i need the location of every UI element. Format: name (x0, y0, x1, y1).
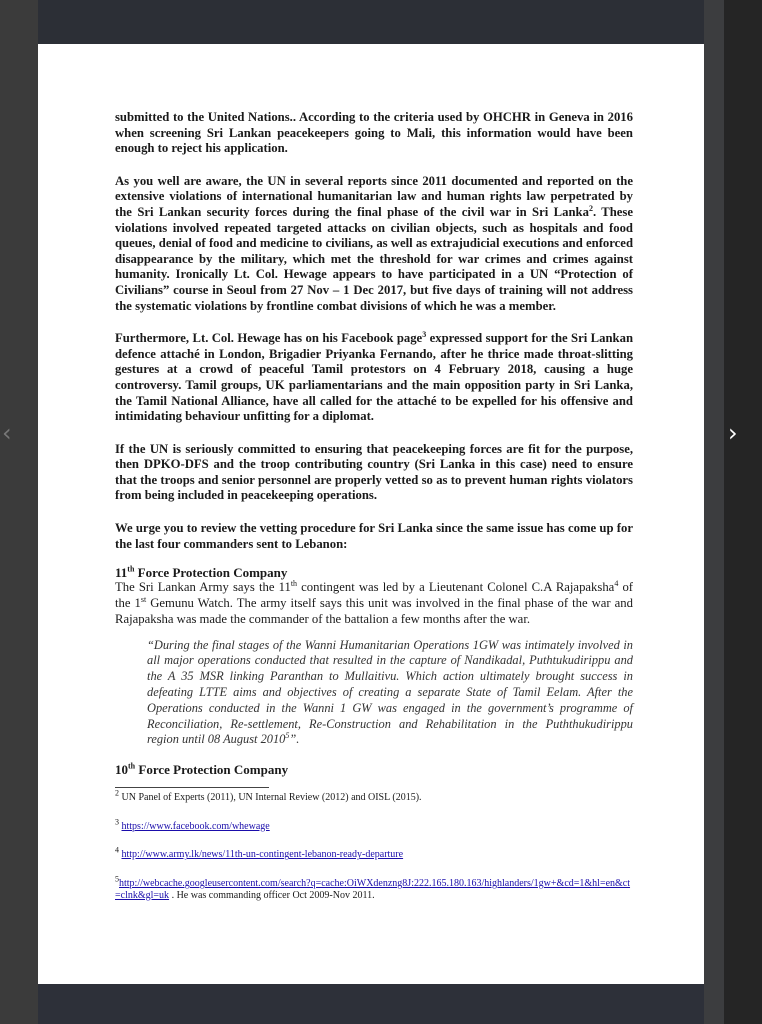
paragraph-3-text-b: expressed support for the Sri Lankan defence attaché in London, Brigadier Priyanka Fernando, after he thrice made throat-slitting gestures at a crowd of peaceful Tamil protestors on 4 February 2018, causing a huge controversy. Tamil groups, UK parliamentarians and the main opposition party in Sri Lanka, the Tamil National Alliance, have all called for the attaché to be expelled for his offensive and intimidating behaviour unfitting for a diplomat. (115, 331, 633, 424)
footnote-separator (115, 787, 269, 788)
p6-text-b: contingent was led by a Lieutenant Colonel C.A Rajapaksha (297, 580, 615, 595)
footnote-3 (115, 817, 633, 833)
viewer-right-edge (704, 0, 724, 1024)
footnote-2-marker: 2 (115, 788, 119, 798)
heading-10-number: 10 (115, 762, 128, 778)
paragraph-2-text-a: As you well are aware, the UN in several reports since 2011 documented and reported on the extensive violations of international humanitarian law and human rights law perpetrated by the Sri Lankan security forces during the final phase of the civil war in Sri Lanka (115, 173, 633, 219)
p6-text-a: The Sri Lankan Army says the 11 (115, 580, 291, 595)
heading-10-suffix: th (128, 761, 136, 771)
footnote-4-link[interactable]: http://www.army.lk/news/11th-un-contingent-lebanon-ready-departure (121, 849, 404, 861)
footnote-5-link[interactable]: http://webcache.googleusercontent.com/search?q=cache:OiWXdenzng8J:222.165.180.163/highlanders/1gw+&cd=1&hl=en&ct=clnk&gl=uk (115, 878, 631, 901)
heading-11th-force-protection (115, 565, 633, 580)
footnote-4 (115, 846, 633, 861)
footnote-ref-2[interactable]: 2 (588, 203, 593, 213)
p6-sup-th: th (290, 579, 298, 589)
footnote-3-link[interactable]: https://www.facebook.com/whewage (121, 820, 270, 832)
heading-11-number: 11 (115, 565, 128, 581)
footnote-5-marker: 5 (115, 874, 119, 884)
paragraph-2-text-b: . These violations involved repeated targeted attacks on civilian objects, such as hospitals and food queues, denial of food and medicine to civilians, as well as extrajudicial executions and enforced disappearance by the military, which met the threshold for war crimes and crimes against humanity. Ironically Lt. Col. Hewage appears to have participated in a UN “Protection of Civilians” course in Seoul from 27 Nov – 1 Dec 2017, but five days of training will not address the systematic violations by frontline combat divisions of which he was a member. (115, 204, 634, 313)
footnote-3-marker: 3 (115, 817, 119, 827)
quote-text-a: “During the final stages of the Wanni Humanitarian Operations 1GW was intimately involved in all major operations conducted that resulted in the capture of Nandikadal, Puthtukudirippu and the A 35 MSR linking Paranthan to Mullaitivu. Which action ultimately brought success in defeating LTTE aims and objectives of creating a separate State of Tamil Eelam. After the Operations conducted in the Wanni 1 GW was engaged in the government’s programme of Reconciliation, Re-settlement, Re-Construction and Rehabilitation in the Puththukudirippu region until 08 August 2010 (147, 637, 633, 747)
page-content (115, 110, 633, 918)
heading-11-suffix: th (127, 564, 135, 574)
footnote-ref-4[interactable]: 4 (614, 579, 619, 589)
paragraph-3-text-a: Furthermore, Lt. Col. Hewage has on his Facebook page (115, 331, 423, 346)
quote-text-b: ”. (289, 732, 300, 747)
p6-sup-st: st (140, 594, 147, 604)
heading-10th-force-protection (115, 762, 633, 777)
footnote-5 (115, 874, 633, 901)
paragraph-1: submitted to the United Nations.. According to the criteria used by OHCHR in Geneva in 2016 when screening Sri Lankan peacekeepers going to Mali, this information would have been enough to reject his application. (115, 110, 633, 156)
left-viewer-pane (0, 0, 38, 1024)
footnote-4-marker: 4 (115, 846, 119, 856)
document-page (38, 44, 704, 984)
previous-page-icon[interactable]: ‹ (2, 419, 12, 447)
footnote-ref-5[interactable]: 5 (285, 731, 290, 741)
right-viewer-pane (724, 0, 762, 1024)
army-quote (147, 638, 633, 749)
p6-text-c: of the 1 (115, 580, 634, 611)
paragraph-5: We urge you to review the vetting procedure for Sri Lanka since the same issue has come up for the last four commanders sent to Lebanon: (115, 521, 633, 551)
paragraph-3 (115, 331, 633, 425)
footnote-ref-3[interactable]: 3 (422, 329, 427, 339)
footnote-2-text: UN Panel of Experts (2011), UN Internal Review (2012) and OISL (2015). (119, 792, 422, 804)
heading-11-text: Force Protection Company (134, 565, 288, 581)
p6-text-d: Gemunu Watch. The army itself says this unit was involved in the final phase of the war and Rajapaksha was made the commander of the battalion a few months after the war. (115, 596, 633, 626)
footnote-2 (115, 788, 633, 804)
paragraph-11th-contingent (115, 580, 633, 627)
next-page-icon[interactable]: › (728, 419, 738, 447)
viewer-bottom-bar (38, 984, 704, 1024)
paragraph-4: If the UN is seriously committed to ensuring that peacekeeping forces are fit for the purpose, then DPKO-DFS and the troop contributing country (Sri Lanka in this case) need to ensure that the troops and senior personnel are properly vetted so as to prevent human rights violators from being included in peacekeeping operations. (115, 441, 633, 503)
paragraph-2 (115, 174, 633, 314)
viewer-top-bar (38, 0, 704, 44)
heading-10-text: Force Protection Company (135, 762, 289, 778)
footnote-5-text: . He was commanding officer Oct 2009-Nov 2011. (169, 889, 375, 901)
